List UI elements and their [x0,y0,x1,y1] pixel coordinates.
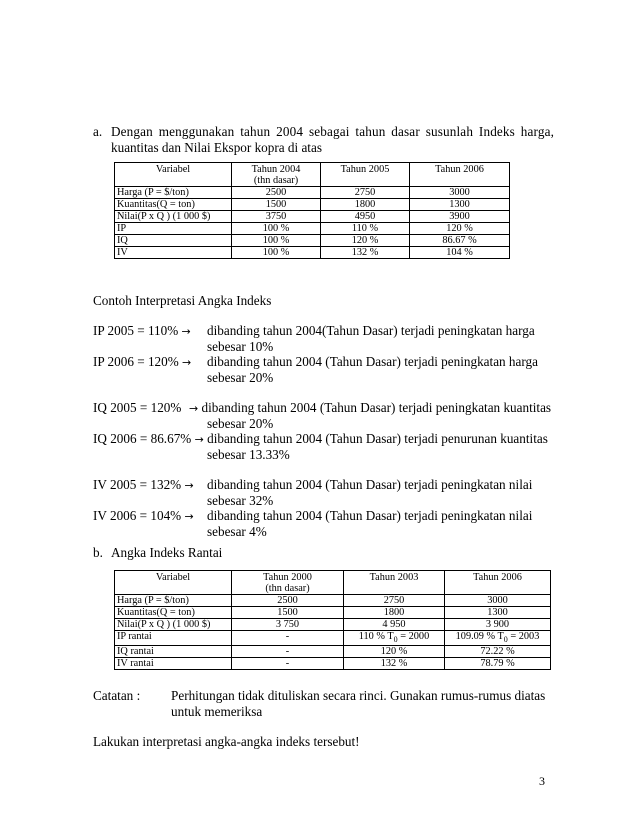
right-arrow-icon: → [194,433,204,446]
interp-label: IQ 2005 = 120% [93,400,182,415]
interp-line1: → dibanding tahun 2004 (Tahun Dasar) terjadi peningkatan kuantitas [189,400,552,415]
right-arrow-icon: → [184,510,194,523]
table-row: IP rantai - 110 % $T_0 = 2000$ 109.09 % $T_0 = 2003$ [115,631,551,646]
interp-line2: sebesar 20% [207,370,274,385]
right-arrow-icon: → [184,479,194,492]
table-row: IP 100 % 110 % 120 % [115,223,510,235]
table-header-row [115,571,551,595]
closing-instruction: Lakukan interpretasi angka-angka indeks tersebut! [93,734,360,749]
interp-line2: sebesar 20% [207,416,274,431]
index-table-2004 [114,162,510,259]
note-label: Catatan : [93,688,141,703]
page-number: 3 [539,774,545,788]
chain-index-table [114,570,551,670]
note-line2: untuk memeriksa [171,704,263,719]
interpretation-heading: Contoh Interpretasi Angka Indeks [93,293,272,308]
right-arrow-icon: → [181,325,191,338]
header-variabel: Variabel [115,163,232,187]
table-row: Nilai(P x Q ) (1 000 $) 3750 4950 3900 [115,211,510,223]
header-year-3: Tahun 2006 [410,163,510,187]
section-a-line1: Dengan menggunakan tahun 2004 sebagai tahun dasar susunlah Indeks harga, [111,124,555,139]
note-line1: Perhitungan tidak dituliskan secara rinci. Gunakan rumus-rumus diatas [171,688,546,703]
header-base-year: Tahun 2000 (thn dasar) [232,571,344,595]
interp-label: IV 2006 = 104% → [93,508,194,523]
section-b-label: b. [93,545,103,560]
interp-line2: sebesar 4% [207,524,267,539]
table-row: Nilai(P x Q ) (1 000 $) 3 750 4 950 3 900 [115,619,551,631]
table-row: Kuantitas(Q = ton) 1500 1800 1300 [115,607,551,619]
right-arrow-icon: → [182,356,192,369]
header-variabel: Variabel [115,571,232,595]
header-year-2: Tahun 2005 [321,163,410,187]
table-row: Harga (P = $/ton) 2500 2750 3000 [115,187,510,199]
interp-line2: sebesar 10% [207,339,274,354]
interp-label: IP 2005 = 110% → [93,323,191,338]
section-a-line2: kuantitas dan Nilai Ekspor kopra di atas [111,140,322,155]
table-row: IQ 100 % 120 % 86.67 % [115,235,510,247]
header-base-year: Tahun 2004 (thn dasar) [232,163,321,187]
interp-line2: sebesar 13.33% [207,447,290,462]
interp-line1: dibanding tahun 2004(Tahun Dasar) terjadi peningkatan harga [207,323,535,338]
section-b-title: Angka Indeks Rantai [111,545,223,560]
interp-label: IP 2006 = 120% → [93,354,192,369]
table-row: Harga (P = $/ton) 2500 2750 3000 [115,595,551,607]
table-row: IV rantai - 132 % 78.79 % [115,658,551,670]
header-year-2: Tahun 2003 [344,571,445,595]
interp-line1: dibanding tahun 2004 (Tahun Dasar) terjadi peningkatan nilai [207,508,533,523]
table-row: IV 100 % 132 % 104 % [115,247,510,259]
table-row: Kuantitas(Q = ton) 1500 1800 1300 [115,199,510,211]
interp-label: IQ 2006 = 86.67% → dibanding tahun 2004 (Tahun Dasar) terjadi penurunan kuantitas [93,431,548,446]
interp-line1: dibanding tahun 2004 (Tahun Dasar) terjadi peningkatan nilai [207,477,533,492]
section-a-label: a. [93,124,103,139]
interp-line2: sebesar 32% [207,493,274,508]
table-row: IQ rantai - 120 % 72.22 % [115,646,551,658]
right-arrow-icon: → [189,402,199,415]
header-year-3: Tahun 2006 [445,571,551,595]
table-header-row [115,163,510,187]
interp-line1: dibanding tahun 2004 (Tahun Dasar) terjadi peningkatan harga [207,354,538,369]
interp-label: IV 2005 = 132% → [93,477,194,492]
